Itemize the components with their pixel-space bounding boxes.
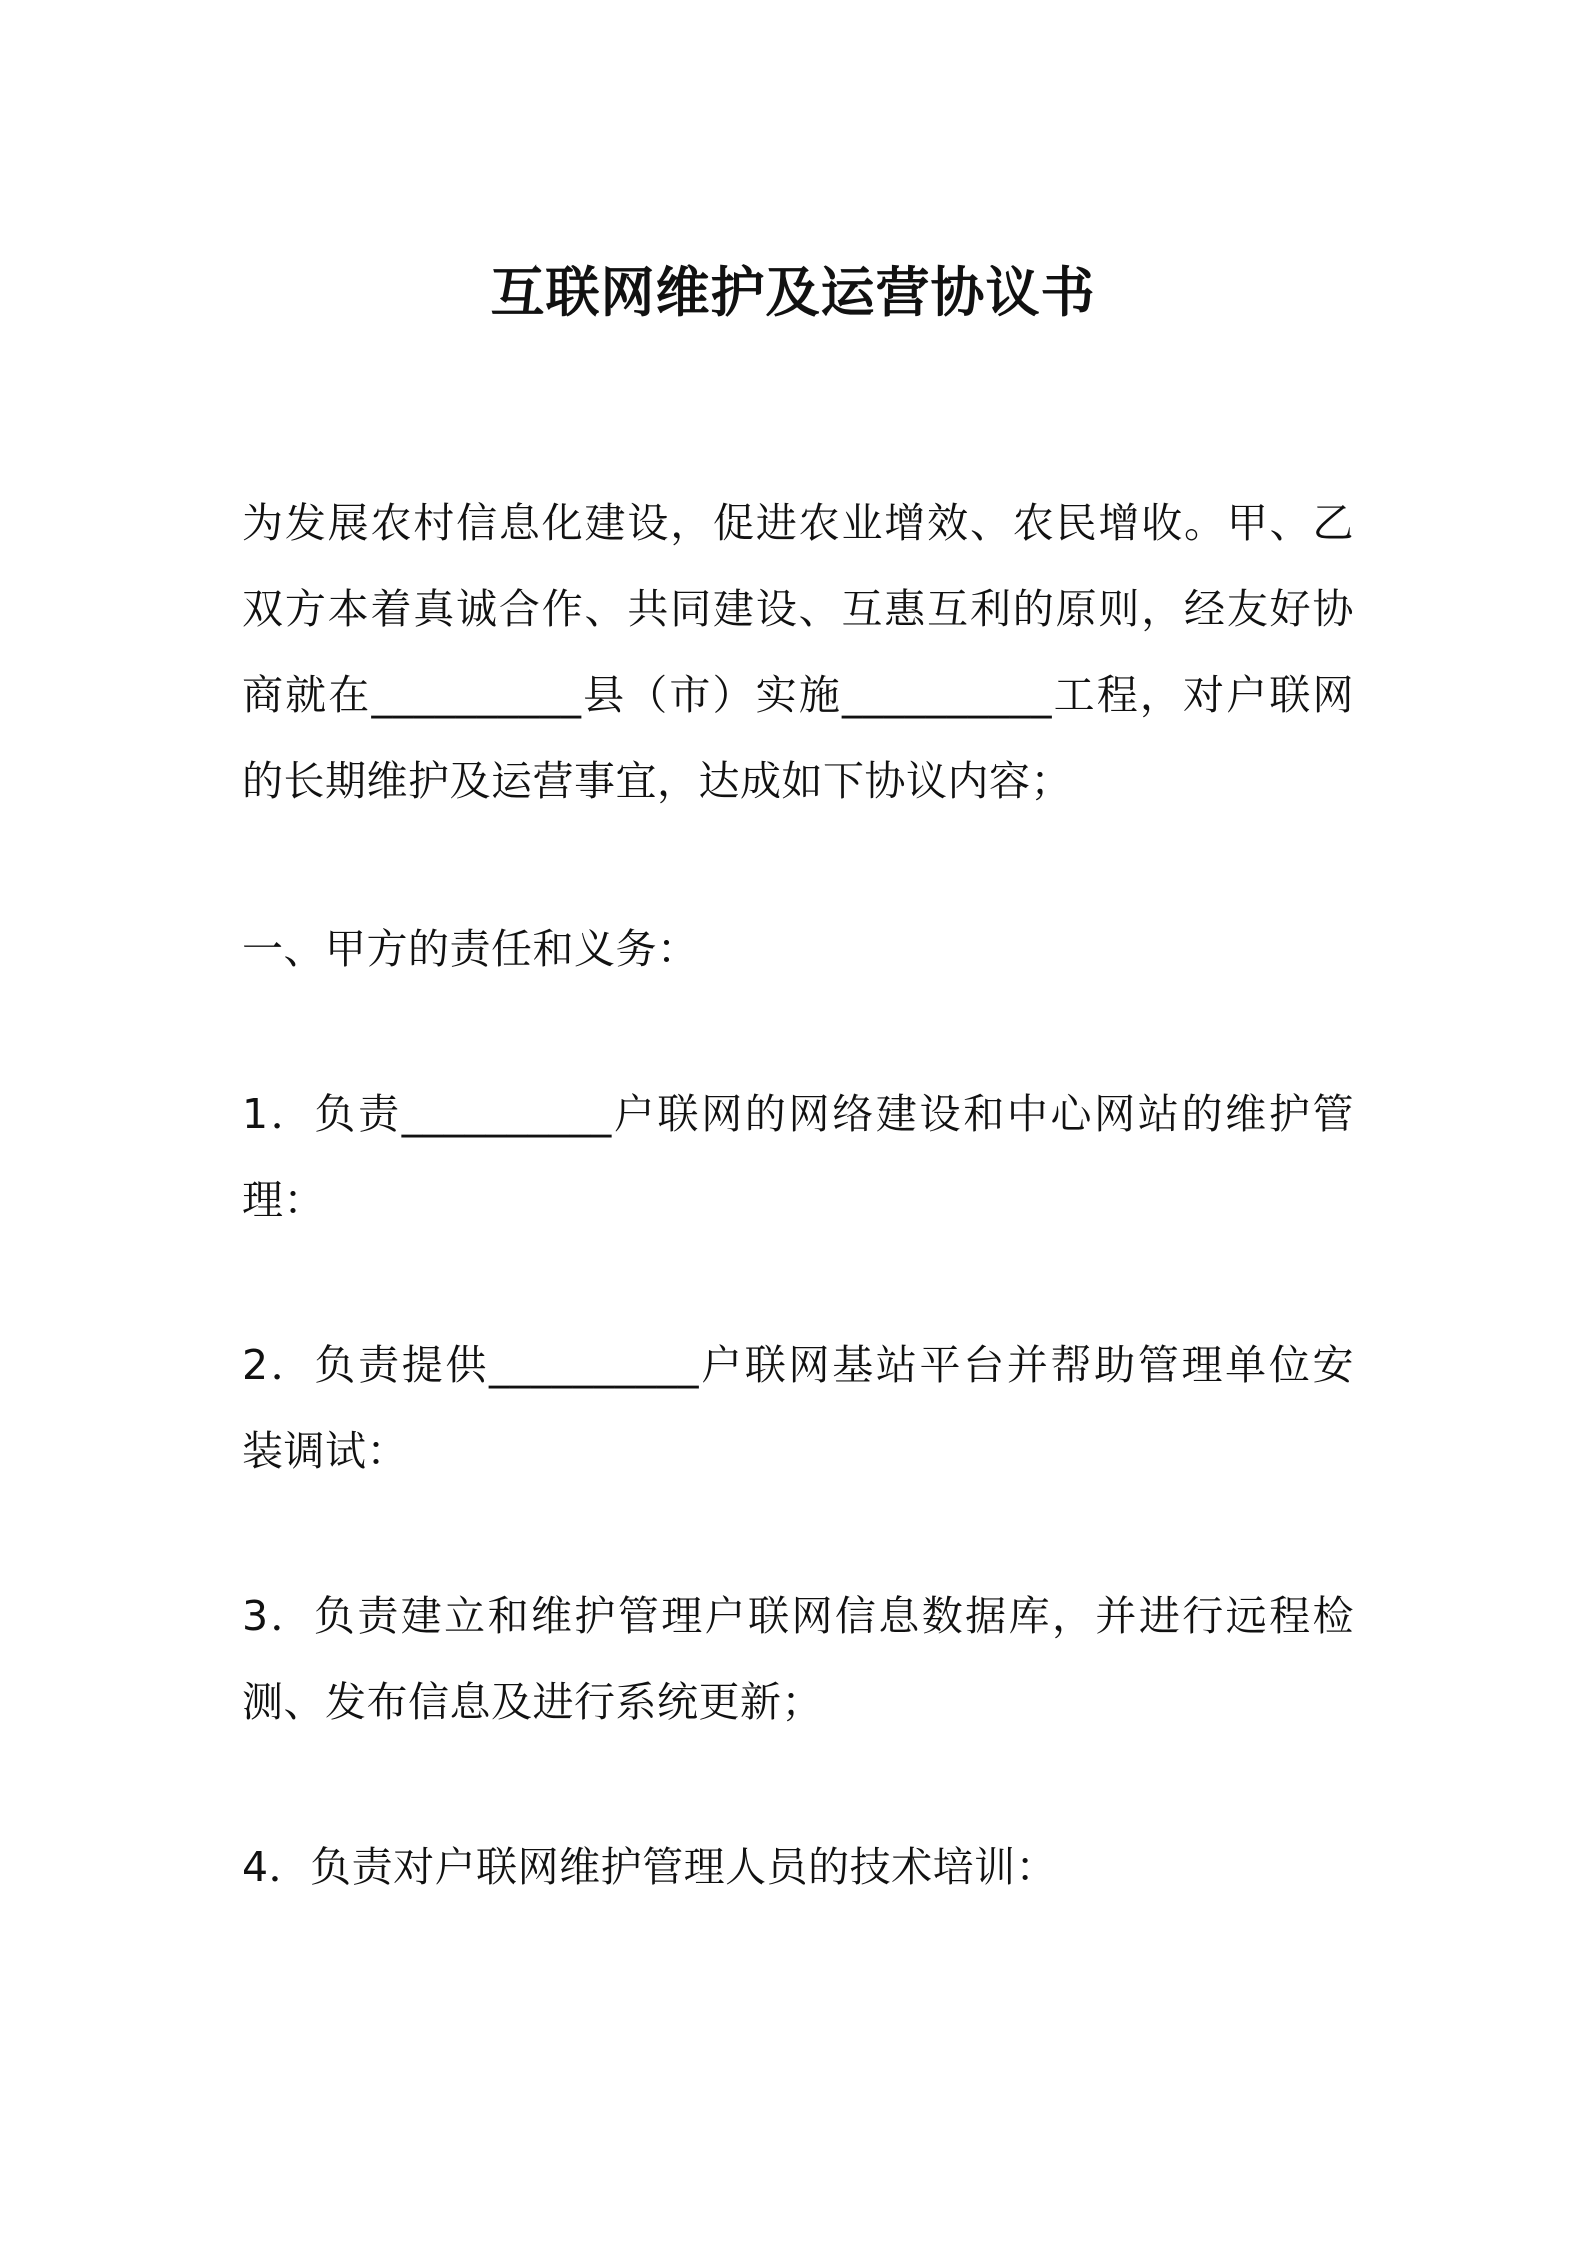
- section-1-heading-text: 一、甲方的责任和义务：: [242, 925, 699, 973]
- item-1-paragraph: [242, 1071, 1354, 1243]
- item-2-line-1: 2．负责提供__________户联网基站平台并帮助管理单位安: [242, 1341, 1354, 1389]
- item-3-line-1: 3．负责建立和维护管理户联网信息数据库，并进行远程检: [242, 1592, 1354, 1640]
- intro-paragraph: [242, 480, 1354, 824]
- intro-line-2: 双方本着真诚合作、共同建设、互惠互利的原则，经友好协: [242, 585, 1354, 633]
- intro-line-3: 商就在__________县（市）实施__________工程，对户联网: [242, 671, 1354, 719]
- section-1-heading: [242, 906, 1354, 992]
- item-2-paragraph: [242, 1322, 1354, 1494]
- intro-line-1: 为发展农村信息化建设，促进农业增效、农民增收。甲、乙: [242, 499, 1354, 547]
- intro-line-4: 的长期维护及运营事宜，达成如下协议内容；: [242, 757, 1072, 805]
- document-title: 互联网维护及运营协议书: [490, 261, 1096, 324]
- item-4-line-1: 4．负责对户联网维护管理人员的技术培训：: [242, 1843, 1058, 1891]
- item-2-line-2: 装调试：: [242, 1427, 408, 1475]
- item-3-line-2: 测、发布信息及进行系统更新；: [242, 1678, 823, 1726]
- item-4-paragraph: [242, 1824, 1354, 1910]
- item-3-paragraph: [242, 1573, 1354, 1745]
- item-1-line-2: 理：: [242, 1176, 325, 1224]
- item-1-line-1: 1．负责__________户联网的网络建设和中心网站的维护管: [242, 1090, 1354, 1138]
